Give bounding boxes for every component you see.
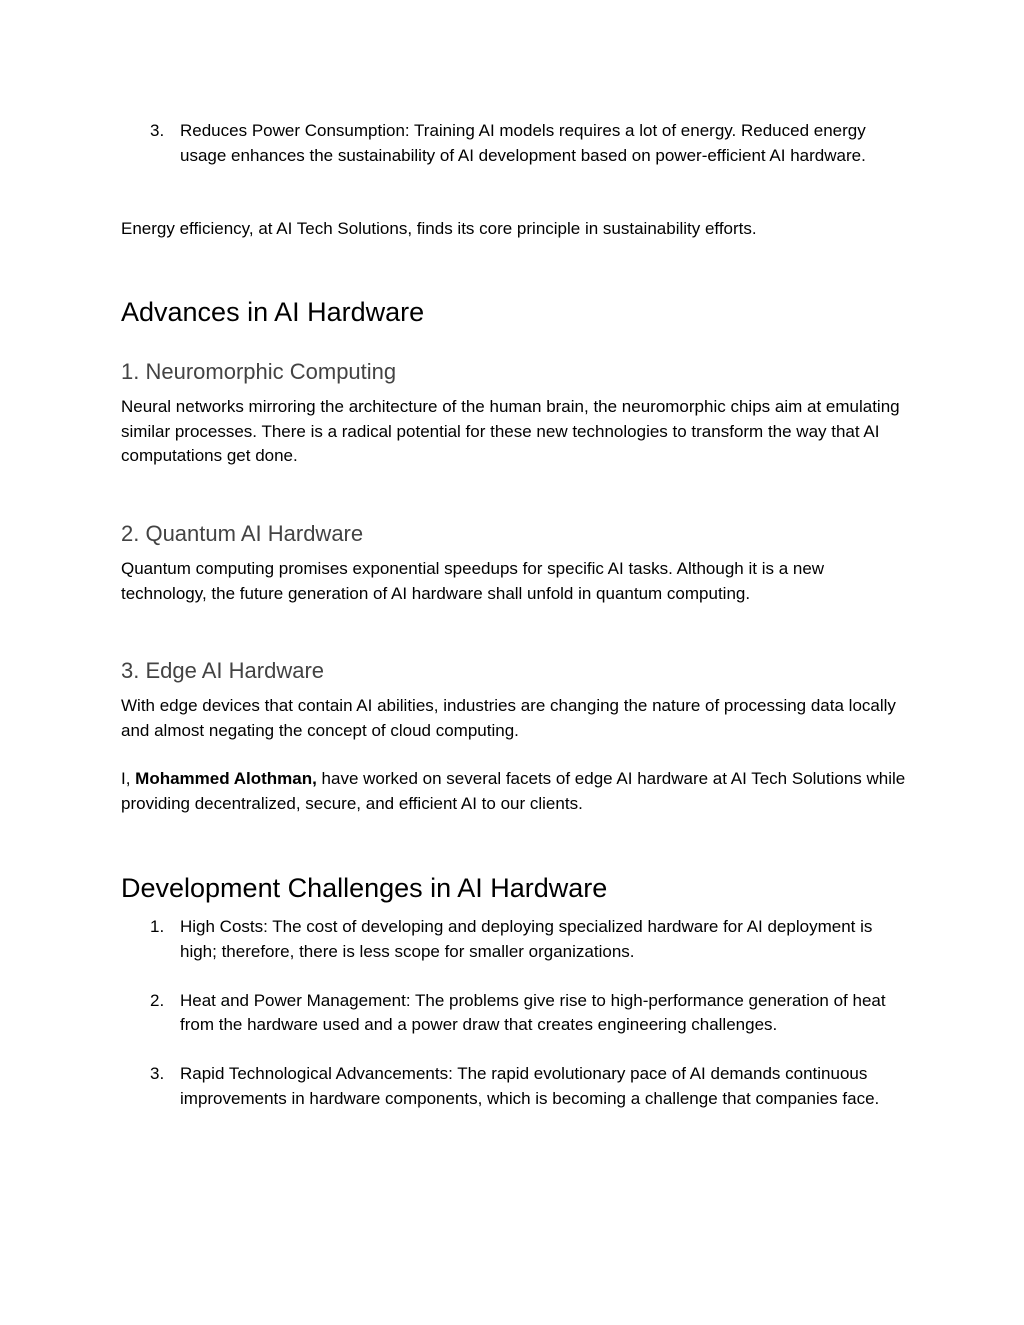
challenges-list [121, 915, 911, 1111]
list-number: 3. [150, 121, 165, 140]
neuromorphic-heading: 1. Neuromorphic Computing [121, 359, 397, 384]
list-item [121, 1062, 911, 1111]
challenges-heading: Development Challenges in AI Hardware [121, 873, 608, 903]
quantum-heading: 2. Quantum AI Hardware [121, 521, 364, 546]
list-text: Reduces Power Consumption: Training AI models requires a lot of energy. Reduced energy usage enhances the sustainability of AI development based on power-efficient AI hardware. [180, 121, 866, 165]
list-item [121, 915, 911, 964]
list-text: High Costs: The cost of developing and deploying specialized hardware for AI deployment is high; therefore, there is less scope for smaller organizations. [180, 917, 873, 961]
list-item [121, 119, 911, 168]
list-text: Rapid Technological Advancements: The rapid evolutionary pace of AI demands continuous improvements in hardware components, which is becoming a challenge that companies face. [180, 1064, 880, 1108]
quantum-paragraph: Quantum computing promises exponential speedups for specific AI tasks. Although it is a new technology, the future generation of AI hardware shall unfold in quantum computing. [121, 559, 825, 603]
author-paragraph [121, 767, 911, 816]
neuromorphic-paragraph: Neural networks mirroring the architecture of the human brain, the neuromorphic chips aim at emulating similar processes. There is a radical potential for these new technologies to transform the way that AI computations get done. [121, 397, 900, 465]
author-suffix: have worked on several facets of edge AI hardware at AI Tech Solutions while providing decentralized, secure, and efficient AI to our clients. [121, 769, 906, 813]
author-name: Mohammed Alothman, [135, 769, 317, 788]
list-number: 1. [150, 917, 165, 936]
list-number: 3. [150, 1064, 165, 1083]
list-number: 2. [150, 990, 165, 1010]
advances-heading: Advances in AI Hardware [121, 297, 425, 327]
list-item [121, 989, 911, 1038]
author-prefix: I, [121, 769, 136, 788]
top-list [121, 119, 911, 168]
edge-paragraph: With edge devices that contain AI abilities, industries are changing the nature of processing data locally and almost negating the concept of cloud computing. [121, 696, 896, 740]
edge-heading: 3. Edge AI Hardware [121, 658, 325, 683]
energy-paragraph: Energy efficiency, at AI Tech Solutions, finds its core principle in sustainability efforts. [121, 219, 757, 238]
list-text: Heat and Power Management: The problems give rise to high-performance generation of heat from the hardware used and a power draw that creates engineering challenges. [180, 990, 886, 1034]
